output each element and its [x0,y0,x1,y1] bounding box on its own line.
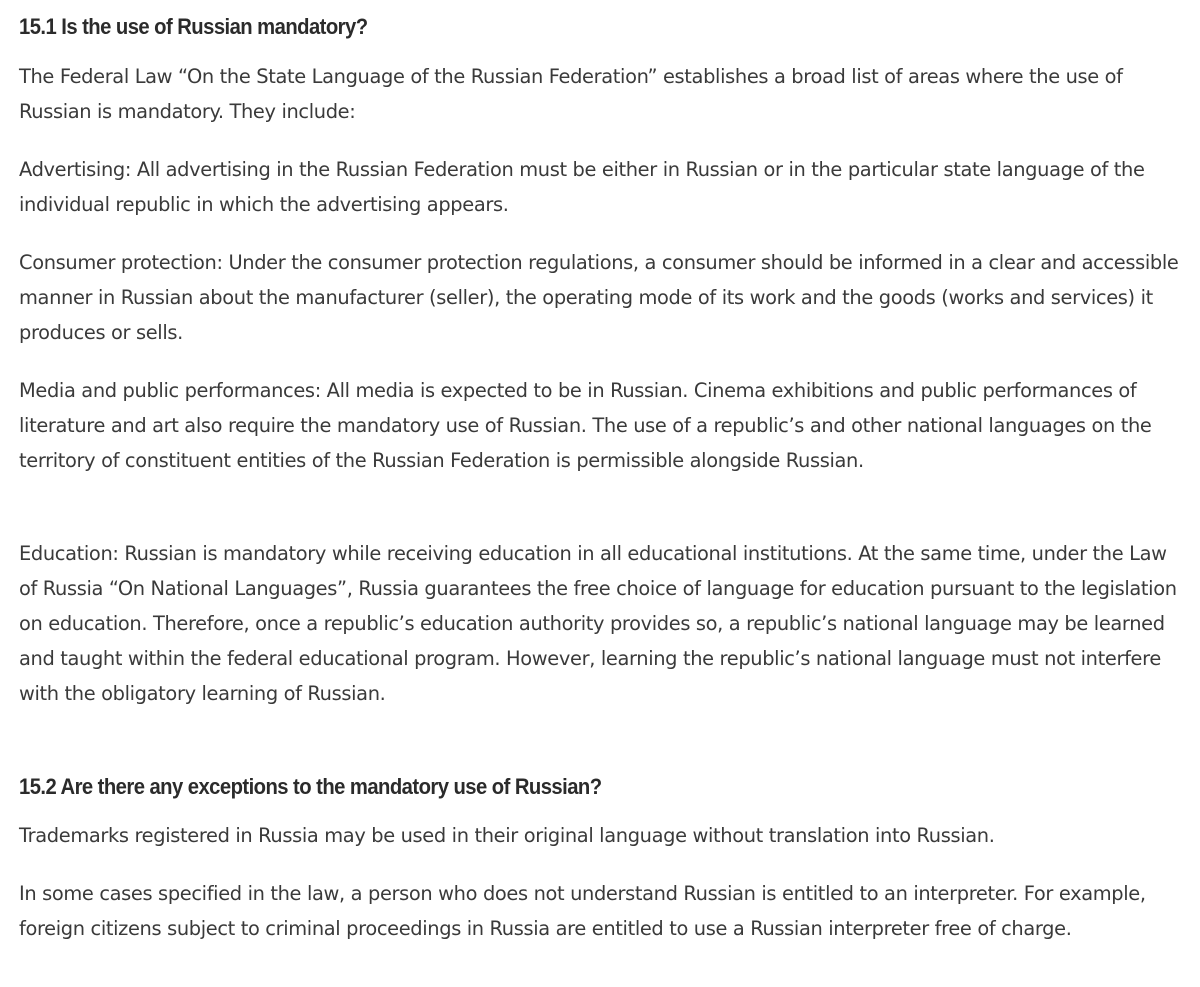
intro-paragraph: The Federal Law “On the State Language of the Russian Federation” establishes a broad list of areas where the use of Russian is mandatory. They include: [19,65,1123,123]
media-paragraph: Media and public performances: All media is expected to be in Russian. Cinema exhibitions and public performances of literature and art also require the mandatory use of Russian. The use of a republic’s and other national languages on the territory of constituent entities of the Russian Federation is permissible alongside Russian. [19,379,1152,472]
consumer-protection-paragraph: Consumer protection: Under the consumer protection regulations, a consumer should be informed in a clear and accessible manner in Russian about the manufacturer (seller), the operating mode of its work and the goods (works and services) it produces or sells. [19,251,1179,344]
section-heading-15-2: 15.2 Are there any exceptions to the mandatory use of Russian? [19,774,602,799]
trademarks-paragraph: Trademarks registered in Russia may be used in their original language without translation into Russian. [19,824,995,847]
education-paragraph: Education: Russian is mandatory while receiving education in all educational institutions. At the same time, under the Law of Russia “On National Languages”, Russia guarantees the free choice of language for education pursuant to the legislation on education. Therefore, once a republic’s education authority provides so, a republic’s national language may be learned and taught within the federal educational program. However, learning the republic’s national language must not interfere with the obligatory learning of Russian. [19,542,1177,705]
advertising-paragraph: Advertising: All advertising in the Russian Federation must be either in Russian or in the particular state language of the individual republic in which the advertising appears. [19,158,1145,216]
interpreter-paragraph: In some cases specified in the law, a person who does not understand Russian is entitled to an interpreter. For example, foreign citizens subject to criminal proceedings in Russia are entitled to use a Russian interpreter free of charge. [19,882,1146,940]
section-heading-15-1: 15.1 Is the use of Russian mandatory? [19,14,368,39]
